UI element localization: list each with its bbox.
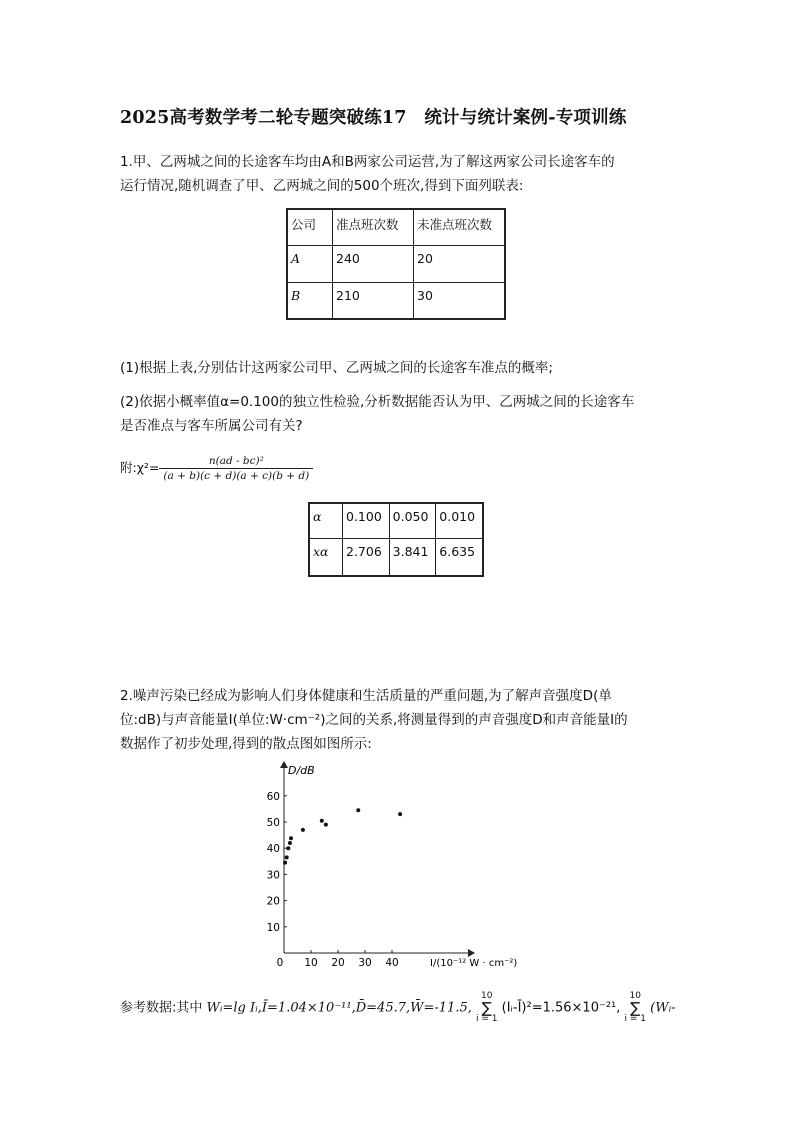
sum-term: (Iᵢ-Ī)²=1.56×10⁻²¹, bbox=[501, 1000, 621, 1016]
y-tick-label: 20 bbox=[266, 895, 280, 908]
table-row bbox=[309, 503, 483, 538]
question-1-part-2-line: 是否准点与客车所属公司有关? bbox=[120, 418, 303, 434]
x-tick-label: 40 bbox=[385, 957, 399, 969]
critical-value-table bbox=[308, 502, 484, 577]
question-2-intro bbox=[120, 684, 628, 756]
table-row bbox=[309, 538, 483, 576]
formula-numerator: n(ad - bc)² bbox=[208, 455, 264, 467]
question-1-line: 1.甲、乙两城之间的长途客车均由A和B两家公司运营,为了解这两家公司长途客车的 bbox=[120, 154, 615, 170]
page-title: 2025高考数学考二轮专题突破练17 统计与统计案例-专项训练 bbox=[120, 108, 627, 128]
table-cell: 210 bbox=[333, 282, 414, 319]
summation-operator: 10 ∑ i = 1 bbox=[476, 991, 498, 1024]
scatter-point bbox=[288, 841, 292, 845]
scatter-point bbox=[283, 861, 287, 865]
i-bar: Ī=1.04×10⁻¹¹, bbox=[261, 1000, 356, 1016]
table-header-cell: 未准点班次数 bbox=[414, 209, 506, 245]
d-bar: D̄=45.7, bbox=[355, 1000, 411, 1016]
question-1-part-1: (1)根据上表,分别估计这两家公司甲、乙两城之间的长途客车准点的概率; bbox=[120, 360, 553, 376]
table-header-cell: 公司 bbox=[287, 209, 333, 245]
table-cell-label: xα bbox=[309, 538, 343, 576]
y-tick-label: 10 bbox=[266, 921, 280, 934]
scatter-point bbox=[285, 855, 289, 859]
table-cell: 0.010 bbox=[436, 503, 483, 538]
reference-lead: 参考数据:其中 bbox=[120, 1000, 203, 1016]
scatter-plot bbox=[262, 756, 542, 976]
table-header-row bbox=[287, 209, 505, 245]
question-1-part-2 bbox=[120, 390, 634, 438]
y-tick-label: 30 bbox=[266, 869, 280, 882]
scatter-point bbox=[301, 828, 305, 832]
table-cell: 20 bbox=[414, 245, 506, 282]
w-definition: Wᵢ=lg Iᵢ, bbox=[206, 1000, 262, 1016]
scatter-point bbox=[398, 812, 402, 816]
scatter-point bbox=[320, 819, 324, 823]
table-cell: 0.100 bbox=[343, 503, 390, 538]
scatter-point bbox=[286, 846, 290, 850]
scatter-point bbox=[356, 808, 360, 812]
table-header-cell: 准点班次数 bbox=[333, 209, 414, 245]
table-row bbox=[287, 282, 505, 319]
x-axis-label: I/(10⁻¹² W · cm⁻²) bbox=[430, 958, 518, 969]
y-tick-label: 40 bbox=[266, 843, 280, 856]
question-1-line: 运行情况,随机调查了甲、乙两城之间的500个班次,得到下面列联表: bbox=[120, 178, 524, 194]
reference-data bbox=[120, 992, 676, 1024]
question-1-part-2-line: (2)依据小概率值α=0.100的独立性检验,分析数据能否认为甲、乙两城之间的长途客车 bbox=[120, 394, 635, 410]
table-cell: 0.050 bbox=[389, 503, 436, 538]
y-tick-label: 60 bbox=[266, 790, 280, 803]
w-bar: W̄=-11.5, bbox=[410, 1000, 472, 1016]
question-2-line: 数据作了初步处理,得到的散点图如图所示: bbox=[120, 736, 372, 752]
y-axis-label: D/dB bbox=[288, 764, 315, 777]
table-cell: 3.841 bbox=[389, 538, 436, 576]
table-cell: 2.706 bbox=[343, 538, 390, 576]
formula-prefix: 附:χ²= bbox=[120, 460, 160, 475]
question-2-line: 2.噪声污染已经成为影响人们身体健康和生活质量的严重问题,为了解声音强度D(单 bbox=[120, 688, 612, 704]
table-row bbox=[287, 245, 505, 282]
y-tick-label: 50 bbox=[266, 817, 280, 829]
formula-denominator: (a + b)(c + d)(a + c)(b + d) bbox=[159, 468, 313, 482]
summation-operator: 10 ∑ i = 1 bbox=[624, 991, 647, 1024]
sum2-term: (Wᵢ- bbox=[650, 1000, 676, 1016]
table-cell-company: B bbox=[287, 282, 333, 319]
table-cell-company: A bbox=[287, 245, 333, 282]
scatter-point bbox=[324, 823, 328, 827]
table-cell: 240 bbox=[333, 245, 414, 282]
table-cell: 30 bbox=[414, 282, 506, 319]
contingency-table bbox=[286, 208, 506, 320]
question-2-line: 位:dB)与声音能量I(单位:W·cm⁻²)之间的关系,将测量得到的声音强度D和声音能量I的 bbox=[120, 712, 628, 728]
formula-fraction bbox=[159, 455, 313, 482]
chi-square-formula bbox=[120, 455, 313, 482]
x-tick-label: 10 bbox=[304, 957, 318, 969]
table-cell: 6.635 bbox=[436, 538, 483, 576]
question-1-intro bbox=[120, 150, 615, 198]
table-cell-label: α bbox=[309, 503, 343, 538]
scatter-point bbox=[289, 836, 293, 840]
x-tick-label: 30 bbox=[358, 957, 372, 969]
x-tick-label: 20 bbox=[331, 957, 345, 969]
x-tick-label: 0 bbox=[276, 957, 284, 969]
